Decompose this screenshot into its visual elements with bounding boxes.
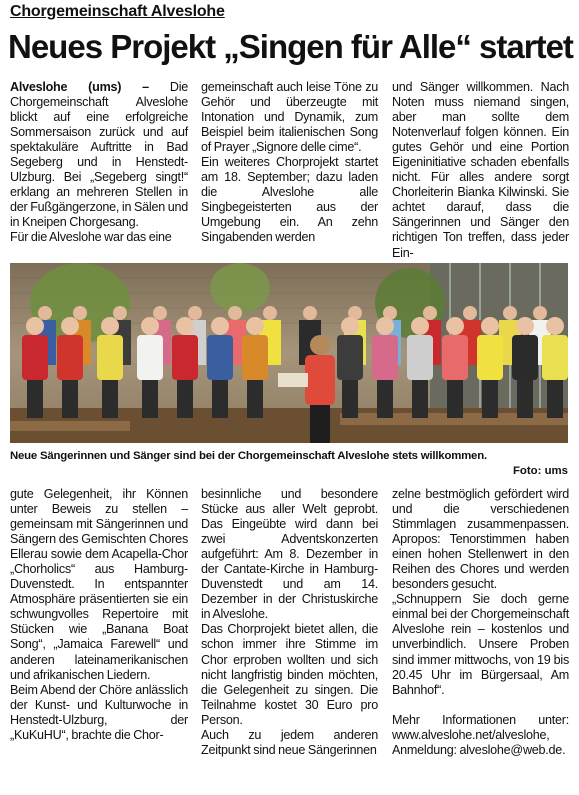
paragraph: Für die Alveslohe war das eine xyxy=(10,230,172,245)
paragraph: gute Gelegenheit, ihr Können unter Beweis zu stellen – gemeinsam mit Sängerinnen und Sängern des Gemischten Chores Ellerau sowie dem Acapella-Chor „Chorholics“ aus Hamburg-Duvenstedt. In entspannter Atmosphäre präsentierten sie ein schwungvolles Repertoire mit Stücken wie „Banana Boat Song“, „Jamaica Farewell“ und anderen lateinamerikanischen und afrikanischen Liedern. xyxy=(10,487,188,682)
dateline: Alveslohe (ums) – xyxy=(10,80,149,94)
paragraph: und Sänger willkommen. Nach Noten muss niemand singen, aber man sollte dem Notenverlauf folgen können. Ein gutes Gehör und eine Portion Eigeninitiative schaden ebenfalls nicht. Für alles andere sorgt Chorleiterin Bianka Kilwinski. Sie achtet darauf, dass die Sängerinnen und Sänger den richtigen Ton treffen, dass jeder Ein- xyxy=(392,80,569,260)
paragraph: Beim Abend der Chöre anlässlich der Kunst- und Kulturwoche in Henstedt-Ulzburg, der „KuKuHU“, brachte die Chor- xyxy=(10,682,188,742)
bottom-column-1 xyxy=(10,487,188,743)
paragraph: gemeinschaft auch leise Töne zu Gehör und überzeugte mit Intonation und Dynamik, zum Beispiel beim italienischen Song of Prayer „Signore delle cime“. xyxy=(201,80,378,155)
paragraph-text: Die Chorgemeinschaft Alveslohe blickt auf eine erfolgreiche Sommersaison zurück und auf spektakuläre Auftritte in Bad Segeberg und in Henstedt-Ulzburg. Bei „Segeberg singt!“ erklang an mehreren Stellen in der Fußgängerzone, in Sälen und in Kneipen Chorgesang. xyxy=(10,80,188,230)
top-column-2 xyxy=(201,80,378,246)
paragraph: Auch zu jedem anderen Zeitpunkt sind neue Sängerinnen xyxy=(201,727,378,757)
paragraph: Ein weiteres Chorprojekt startet am 18. September; dazu laden die Alveslohe alle Singbegeisterten aus der Umgebung ein. An zehn Singabenden werden xyxy=(201,155,378,245)
paragraph: besinnliche und besondere Stücke aus aller Welt geprobt. Das Eingeübte wird dann bei zwei Adventskonzerten aufgeführt: Am 8. Dezember in der Cantate-Kirche in Hamburg-Duvenstedt und am 14. Dezember in der Christuskirche in Alveslohe. xyxy=(201,487,378,622)
top-column-3 xyxy=(392,80,569,261)
photo-caption: Neue Sängerinnen und Sänger sind bei der Chorgemeinschaft Alveslohe stets willkommen. xyxy=(10,450,487,462)
photo-credit: Foto: ums xyxy=(512,465,568,477)
choir-photo xyxy=(10,263,568,443)
headline: Neues Projekt „Singen für Alle“ startet xyxy=(8,28,573,65)
paragraph: „Schnuppern Sie doch gerne einmal bei der Chorgemeinschaft Alveslohe rein – kostenlos und unverbindlich. Unsere Proben sind immer mittwochs, von 19 bis 20.45 Uhr im Bürgersaal, Am Bahnhof“. xyxy=(392,592,569,697)
paragraph: Das Chorprojekt bietet allen, die schon immer ihre Stimme im Chor erproben wollten und sich nicht langfristig binden möchten, die Gelegenheit zu singen. Die Teilnahme kostet 30 Euro pro Person. xyxy=(201,622,378,727)
paragraph: Mehr Informationen unter: www.alveslohe.net/alveslohe, Anmeldung: alveslohe@web.de. xyxy=(392,712,569,757)
paragraph: zelne bestmöglich gefördert wird und die verschiedenen Stimmlagen zusammenpassen. Apropos: Tenorstimmen haben einen hohen Stellenwert in den Reihen des Chores und werden besonders gesucht. xyxy=(392,487,569,592)
bottom-column-3 xyxy=(392,487,569,758)
paragraph xyxy=(10,80,188,230)
kicker: Chorgemeinschaft Alveslohe xyxy=(10,3,225,20)
top-column-1 xyxy=(10,80,188,246)
bottom-column-2 xyxy=(201,487,378,758)
